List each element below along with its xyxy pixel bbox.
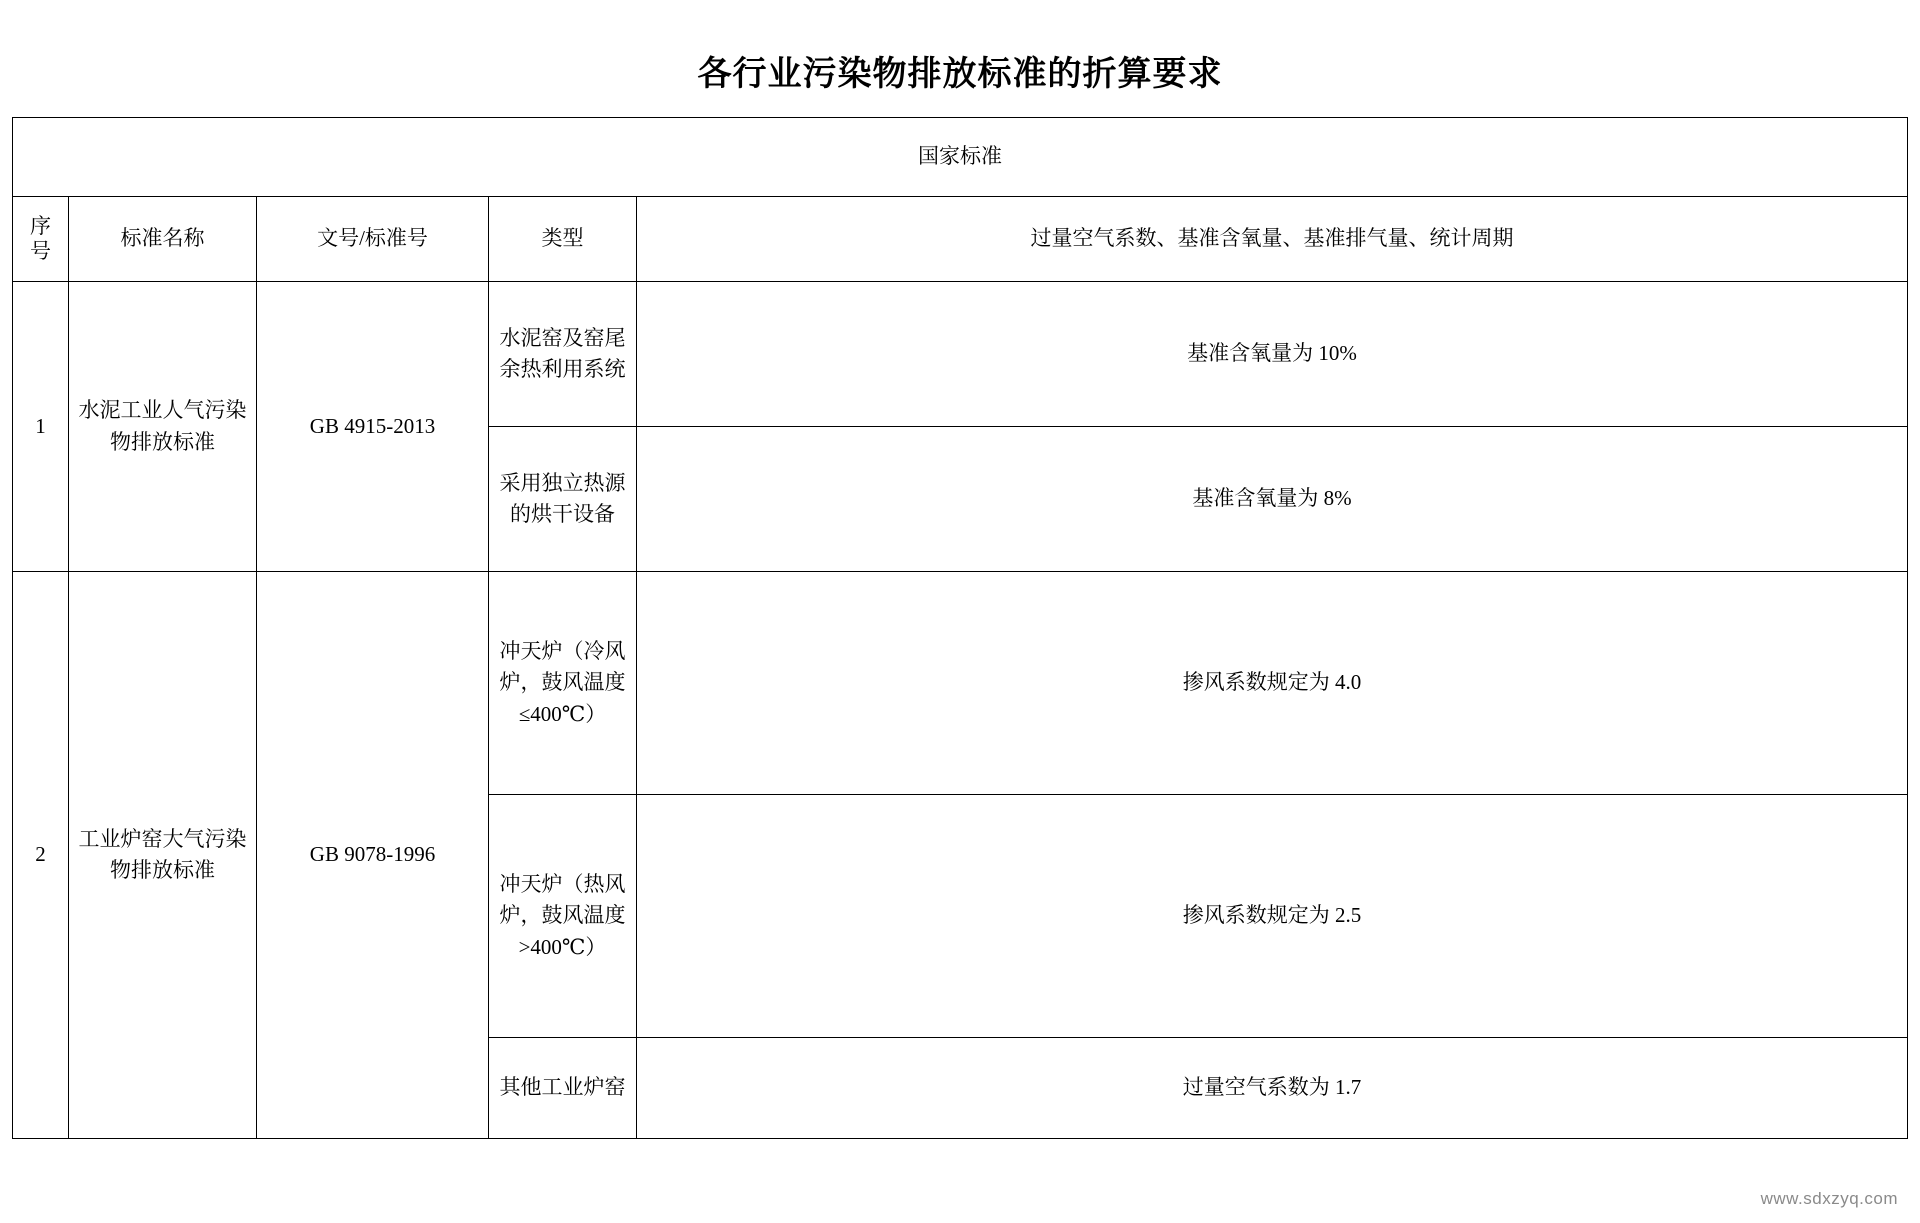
row-desc-1-2: 基准含氧量为 8% bbox=[637, 427, 1908, 572]
row-desc-2-3: 过量空气系数为 1.7 bbox=[637, 1038, 1908, 1139]
column-header-doc-number: 文号/标准号 bbox=[257, 197, 489, 282]
row-seq-1: 1 bbox=[13, 282, 69, 572]
row-desc-2-1: 掺风系数规定为 4.0 bbox=[637, 572, 1908, 795]
table-row bbox=[13, 572, 1908, 795]
row-doc-number-1: GB 4915-2013 bbox=[257, 282, 489, 572]
watermark: www.sdxzyq.com bbox=[1760, 1189, 1898, 1208]
table-row bbox=[13, 282, 1908, 427]
row-type-1-1: 水泥窑及窑尾余热利用系统 bbox=[489, 282, 637, 427]
column-header-type: 类型 bbox=[489, 197, 637, 282]
row-type-2-1: 冲天炉（冷风炉，鼓风温度≤400℃） bbox=[489, 572, 637, 795]
standards-table bbox=[12, 117, 1908, 1139]
row-seq-2: 2 bbox=[13, 572, 69, 1139]
row-desc-1-1: 基准含氧量为 10% bbox=[637, 282, 1908, 427]
row-type-2-3: 其他工业炉窑 bbox=[489, 1038, 637, 1139]
row-doc-number-2: GB 9078-1996 bbox=[257, 572, 489, 1139]
row-desc-2-2: 掺风系数规定为 2.5 bbox=[637, 795, 1908, 1038]
row-type-2-2: 冲天炉（热风炉，鼓风温度>400℃） bbox=[489, 795, 637, 1038]
column-header-seq bbox=[13, 197, 69, 282]
table-banner-row bbox=[13, 118, 1908, 197]
row-standard-name-2: 工业炉窑大气污染物排放标准 bbox=[69, 572, 257, 1139]
row-type-1-2: 采用独立热源的烘干设备 bbox=[489, 427, 637, 572]
row-standard-name-1: 水泥工业人气污染物排放标准 bbox=[69, 282, 257, 572]
page-title: 各行业污染物排放标准的折算要求 bbox=[697, 55, 1223, 93]
banner-cell: 国家标准 bbox=[13, 118, 1908, 197]
table-header-row bbox=[13, 197, 1908, 282]
column-header-standard-name: 标准名称 bbox=[69, 197, 257, 282]
column-header-seq-char2: 号 bbox=[30, 239, 51, 263]
column-header-description: 过量空气系数、基准含氧量、基准排气量、统计周期 bbox=[637, 197, 1908, 282]
column-header-seq-char1: 序 bbox=[30, 213, 51, 238]
